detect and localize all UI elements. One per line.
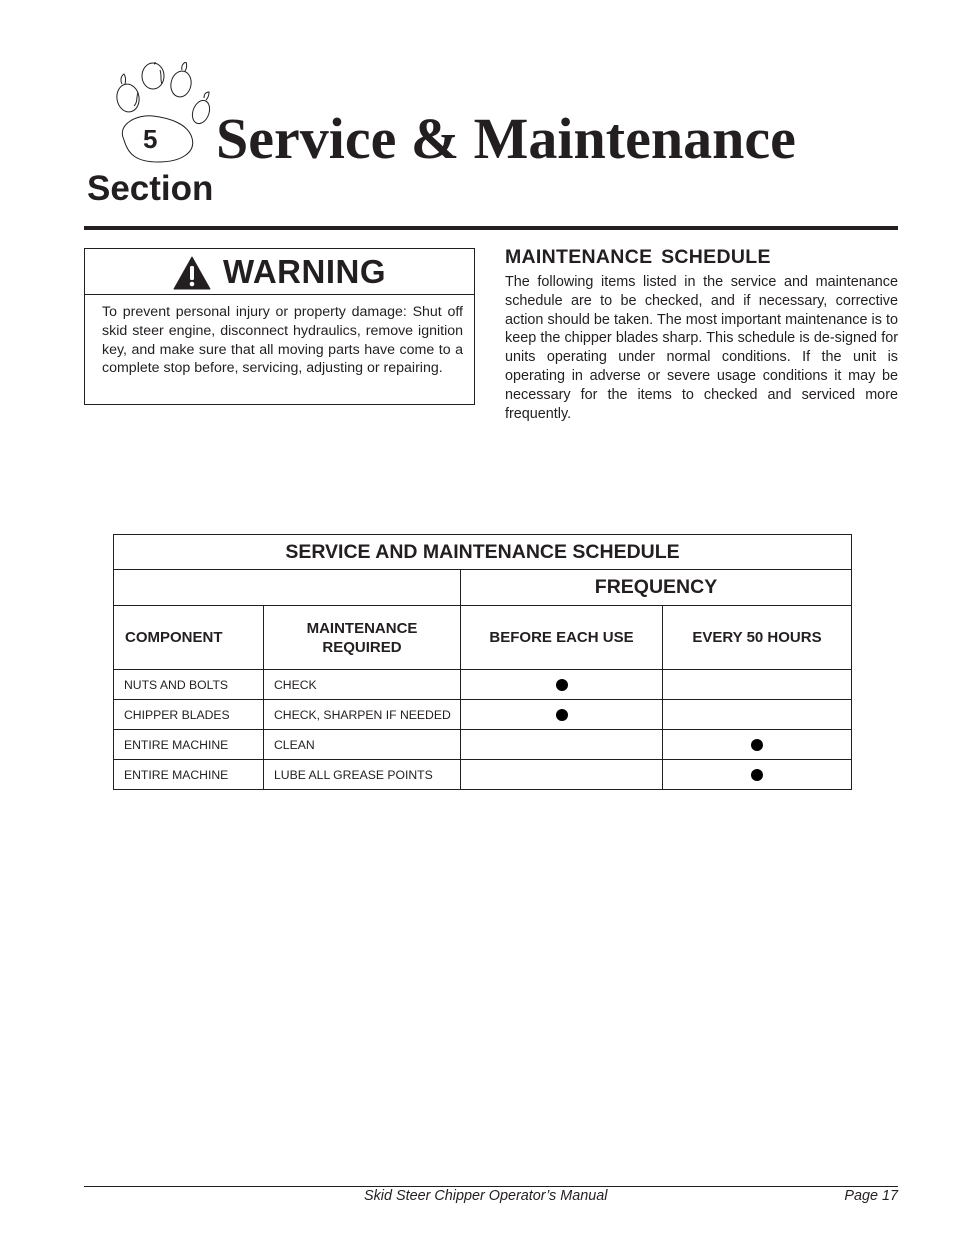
table-row xyxy=(114,760,852,790)
component-cell: CHIPPER BLADES xyxy=(114,700,264,730)
column-header-maintenance xyxy=(264,606,461,670)
warning-box xyxy=(84,248,475,405)
frequency-header: FREQUENCY xyxy=(461,570,852,606)
paw-print-icon xyxy=(108,62,218,172)
maintenance-cell: CHECK, SHARPEN IF NEEDED xyxy=(264,700,461,730)
maintenance-heading: MAINTENANCE SCHEDULE xyxy=(505,246,771,268)
every-50-hours-cell xyxy=(663,670,852,700)
footer-manual-title: Skid Steer Chipper Operator’s Manual xyxy=(364,1188,608,1204)
warning-triangle-icon xyxy=(173,256,211,290)
schedule-table xyxy=(113,534,852,790)
page-title: Service & Maintenance xyxy=(216,106,796,171)
blank-header-cell xyxy=(114,570,461,606)
page-number: Page 17 xyxy=(844,1188,898,1204)
table-caption: SERVICE AND MAINTENANCE SCHEDULE xyxy=(114,535,852,570)
before-each-use-cell xyxy=(461,670,663,700)
table-row xyxy=(114,700,852,730)
bullet-mark-icon xyxy=(751,769,763,781)
component-cell: ENTIRE MACHINE xyxy=(114,730,264,760)
maintenance-cell: CLEAN xyxy=(264,730,461,760)
bullet-mark-icon xyxy=(751,739,763,751)
maintenance-cell: CHECK xyxy=(264,670,461,700)
warning-title: WARNING xyxy=(223,252,386,290)
component-cell: ENTIRE MACHINE xyxy=(114,760,264,790)
warning-text: To prevent personal injury or property damage: Shut off skid steer engine, disconnect hydraulics, remove ignition key, and make sure that all moving parts have come to a complete stop before, servicing, adjusting or repairing. xyxy=(102,304,463,377)
column-header-component: COMPONENT xyxy=(114,606,264,670)
table-row xyxy=(114,670,852,700)
bullet-mark-icon xyxy=(556,679,568,691)
section-number: 5 xyxy=(143,124,158,154)
header-rule xyxy=(84,226,898,230)
maintenance-paragraph: The following items listed in the service and maintenance schedule are to be checked, and if necessary, corrective action should be taken. The most important maintenance is to keep the chipper blades sharp. This schedule is de-signed for units operating under normal conditions. If the unit is operating in adverse or severe usage conditions it may be necessary for the items to checked and serviced more frequently. xyxy=(505,274,898,422)
component-cell: NUTS AND BOLTS xyxy=(114,670,264,700)
section-label: Section xyxy=(87,169,214,208)
column-header-before-each-use: BEFORE EACH USE xyxy=(461,606,663,670)
every-50-hours-cell xyxy=(663,730,852,760)
maintenance-cell: LUBE ALL GREASE POINTS xyxy=(264,760,461,790)
table-row xyxy=(114,730,852,760)
every-50-hours-cell xyxy=(663,700,852,730)
bullet-mark-icon xyxy=(556,709,568,721)
footer-rule xyxy=(84,1186,898,1187)
warning-header xyxy=(85,249,474,295)
before-each-use-cell xyxy=(461,760,663,790)
column-header-every-50-hours: EVERY 50 HOURS xyxy=(663,606,852,670)
column-header-maintenance-label: MAINTENANCE REQUIRED xyxy=(306,619,418,656)
before-each-use-cell xyxy=(461,730,663,760)
before-each-use-cell xyxy=(461,700,663,730)
every-50-hours-cell xyxy=(663,760,852,790)
